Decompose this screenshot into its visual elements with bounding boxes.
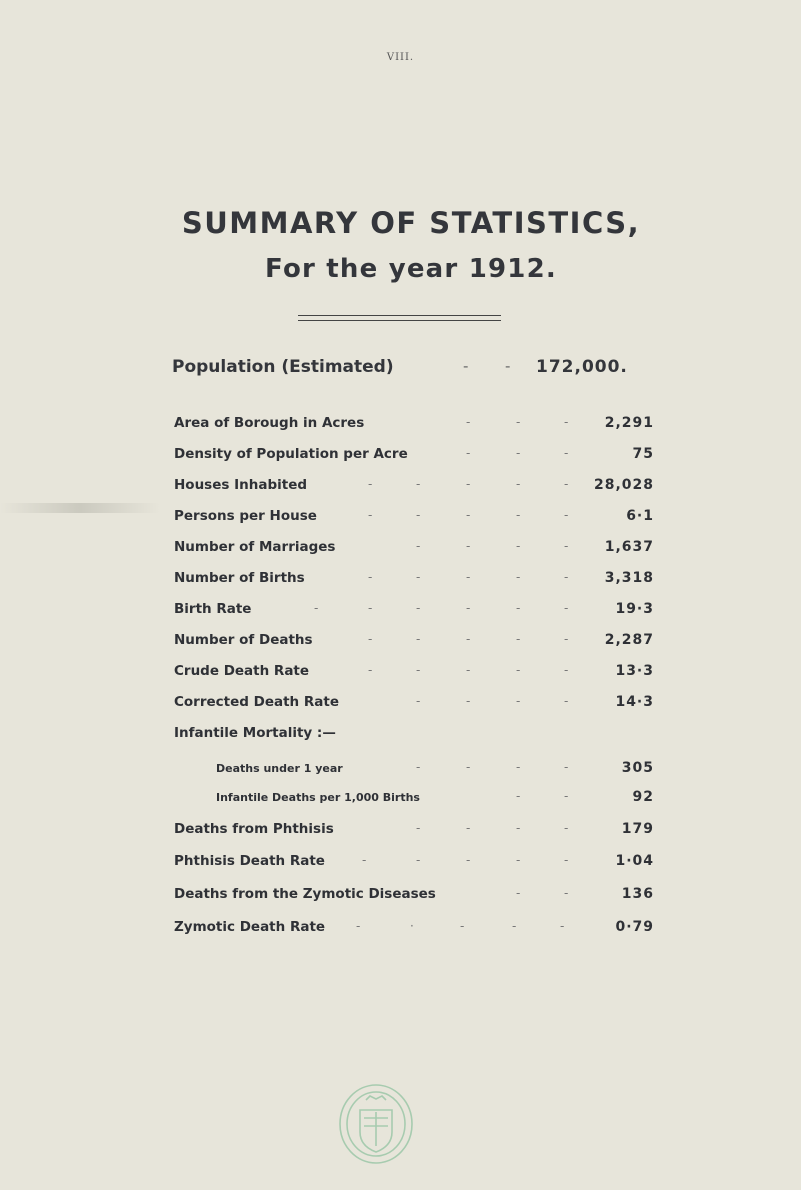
stat-value: 1·04 <box>615 853 654 869</box>
stat-label: Persons per House <box>174 508 317 524</box>
leader-dash: - <box>460 919 465 933</box>
stat-row-houses <box>0 477 801 497</box>
leader-dash: - <box>516 539 521 553</box>
leader-dash: - <box>466 632 471 646</box>
leader-dash: - <box>463 357 469 375</box>
leader-dash: - <box>516 663 521 677</box>
leader-dash: - <box>564 570 569 584</box>
library-stamp-seal <box>336 1082 416 1166</box>
stat-value: 19·3 <box>615 601 654 617</box>
stat-row-zymotic-death-rate <box>0 919 801 939</box>
leader-dash: - <box>516 601 521 615</box>
leader-dash: - <box>416 632 421 646</box>
leader-dash: - <box>362 853 367 867</box>
leader-dash: - <box>416 477 421 491</box>
stat-label: Deaths from the Zymotic Diseases <box>174 886 436 902</box>
stat-label: Infantile Mortality :— <box>174 725 336 741</box>
leader-dash: - <box>466 477 471 491</box>
leader-dash: - <box>516 853 521 867</box>
double-rule-divider <box>298 315 501 321</box>
page-subtitle: For the year 1912. <box>265 254 557 284</box>
leader-dash: - <box>466 446 471 460</box>
stat-row-crude-death-rate <box>0 663 801 683</box>
leader-dash: - <box>466 760 471 774</box>
leader-dash: - <box>466 853 471 867</box>
leader-dash: - <box>505 357 511 375</box>
stat-row-infantile-deaths-per-1000 <box>0 789 801 809</box>
leader-dash: - <box>466 415 471 429</box>
leader-dash: - <box>416 853 421 867</box>
leader-dash: - <box>416 821 421 835</box>
page-number: VIII. <box>386 52 415 63</box>
stat-label: Crude Death Rate <box>174 663 310 679</box>
leader-dash: - <box>368 477 373 491</box>
leader-dash: - <box>516 415 521 429</box>
stat-row-infantile-mortality-heading <box>0 725 801 745</box>
leader-dash: - <box>368 570 373 584</box>
leader-dash: - <box>416 601 421 615</box>
leader-dash: - <box>356 919 361 933</box>
leader-dash: - <box>564 760 569 774</box>
leader-dash: - <box>416 663 421 677</box>
stat-row-persons <box>0 508 801 528</box>
leader-dash: - <box>516 632 521 646</box>
page-title: SUMMARY OF STATISTICS, <box>181 206 641 240</box>
stat-label: Number of Deaths <box>174 632 313 648</box>
leader-dash: - <box>466 821 471 835</box>
stat-label: Number of Births <box>174 570 305 586</box>
leader-dash: - <box>466 570 471 584</box>
leader-dash: - <box>564 694 569 708</box>
leader-dash: - <box>564 539 569 553</box>
leader-dash: - <box>516 694 521 708</box>
leader-dash: - <box>564 821 569 835</box>
leader-dash: - <box>564 601 569 615</box>
stat-row-deaths <box>0 632 801 652</box>
leader-dash: - <box>416 694 421 708</box>
stat-value: 6·1 <box>626 508 654 524</box>
leader-dash: - <box>466 601 471 615</box>
stat-value: 28,028 <box>593 477 654 493</box>
stat-label: Deaths from Phthisis <box>174 821 334 837</box>
stat-value: 136 <box>621 886 654 902</box>
stat-label: Area of Borough in Acres <box>174 415 365 431</box>
stat-label: Density of Population per Acre <box>174 446 408 462</box>
stat-value: 305 <box>621 760 654 776</box>
leader-dash: - <box>564 789 569 803</box>
stat-value: 75 <box>632 446 654 462</box>
leader-dash: - <box>564 415 569 429</box>
stat-label: Phthisis Death Rate <box>174 853 325 869</box>
stat-row-phthisis-death-rate <box>0 853 801 873</box>
leader-dash: - <box>368 508 373 522</box>
stat-row-density <box>0 446 801 466</box>
stat-value: 13·3 <box>615 663 654 679</box>
stat-label: Houses Inhabited <box>174 477 308 493</box>
stat-row-corrected-death-rate <box>0 694 801 714</box>
leader-dash: - <box>564 446 569 460</box>
leader-dash: - <box>564 663 569 677</box>
leader-dash: - <box>564 632 569 646</box>
leader-dash: - <box>516 570 521 584</box>
stat-value: 179 <box>621 821 654 837</box>
leader-dash: - <box>516 760 521 774</box>
leader-dash: - <box>516 886 521 900</box>
stat-label: Zymotic Death Rate <box>174 919 326 935</box>
leader-dash: - <box>368 663 373 677</box>
leader-dash: - <box>516 821 521 835</box>
stat-label: Infantile Deaths per 1,000 Births <box>216 791 420 804</box>
leader-dash: - <box>516 477 521 491</box>
stat-row-marriages <box>0 539 801 559</box>
stat-value: 2,287 <box>604 632 654 648</box>
leader-dash: - <box>416 508 421 522</box>
leader-dash: - <box>564 886 569 900</box>
leader-dash: - <box>564 508 569 522</box>
stat-row-births <box>0 570 801 590</box>
stat-label: Deaths under 1 year <box>216 762 343 775</box>
leader-dash: - <box>368 601 373 615</box>
stat-row-area <box>0 415 801 435</box>
leader-dash: - <box>516 789 521 803</box>
stat-label: Birth Rate <box>174 601 252 617</box>
stat-label: Corrected Death Rate <box>174 694 339 710</box>
leader-dash: - <box>466 663 471 677</box>
leader-dash: - <box>560 919 565 933</box>
leader-dash: - <box>516 446 521 460</box>
leader-dash: · <box>410 919 414 933</box>
leader-dash: - <box>314 601 319 615</box>
population-label: Population (Estimated) <box>172 357 394 377</box>
leader-dash: - <box>466 539 471 553</box>
stat-row-deaths-phthisis <box>0 821 801 841</box>
leader-dash: - <box>416 539 421 553</box>
stat-value: 14·3 <box>615 694 654 710</box>
leader-dash: - <box>368 632 373 646</box>
leader-dash: - <box>516 508 521 522</box>
stat-row-deaths-zymotic <box>0 886 801 906</box>
leader-dash: - <box>416 760 421 774</box>
stat-value: 2,291 <box>604 415 654 431</box>
leader-dash: - <box>512 919 517 933</box>
leader-dash: - <box>564 853 569 867</box>
leader-dash: - <box>466 508 471 522</box>
stat-value: 3,318 <box>604 570 654 586</box>
leader-dash: - <box>466 694 471 708</box>
stat-row-birth-rate <box>0 601 801 621</box>
stat-value: 1,637 <box>604 539 654 555</box>
leader-dash: - <box>564 477 569 491</box>
population-value: 172,000. <box>536 357 628 377</box>
stat-value: 92 <box>632 789 654 805</box>
stat-value: 0·79 <box>615 919 654 935</box>
leader-dash: - <box>416 570 421 584</box>
stat-label: Number of Marriages <box>174 539 336 555</box>
stat-row-deaths-under-1 <box>0 760 801 780</box>
